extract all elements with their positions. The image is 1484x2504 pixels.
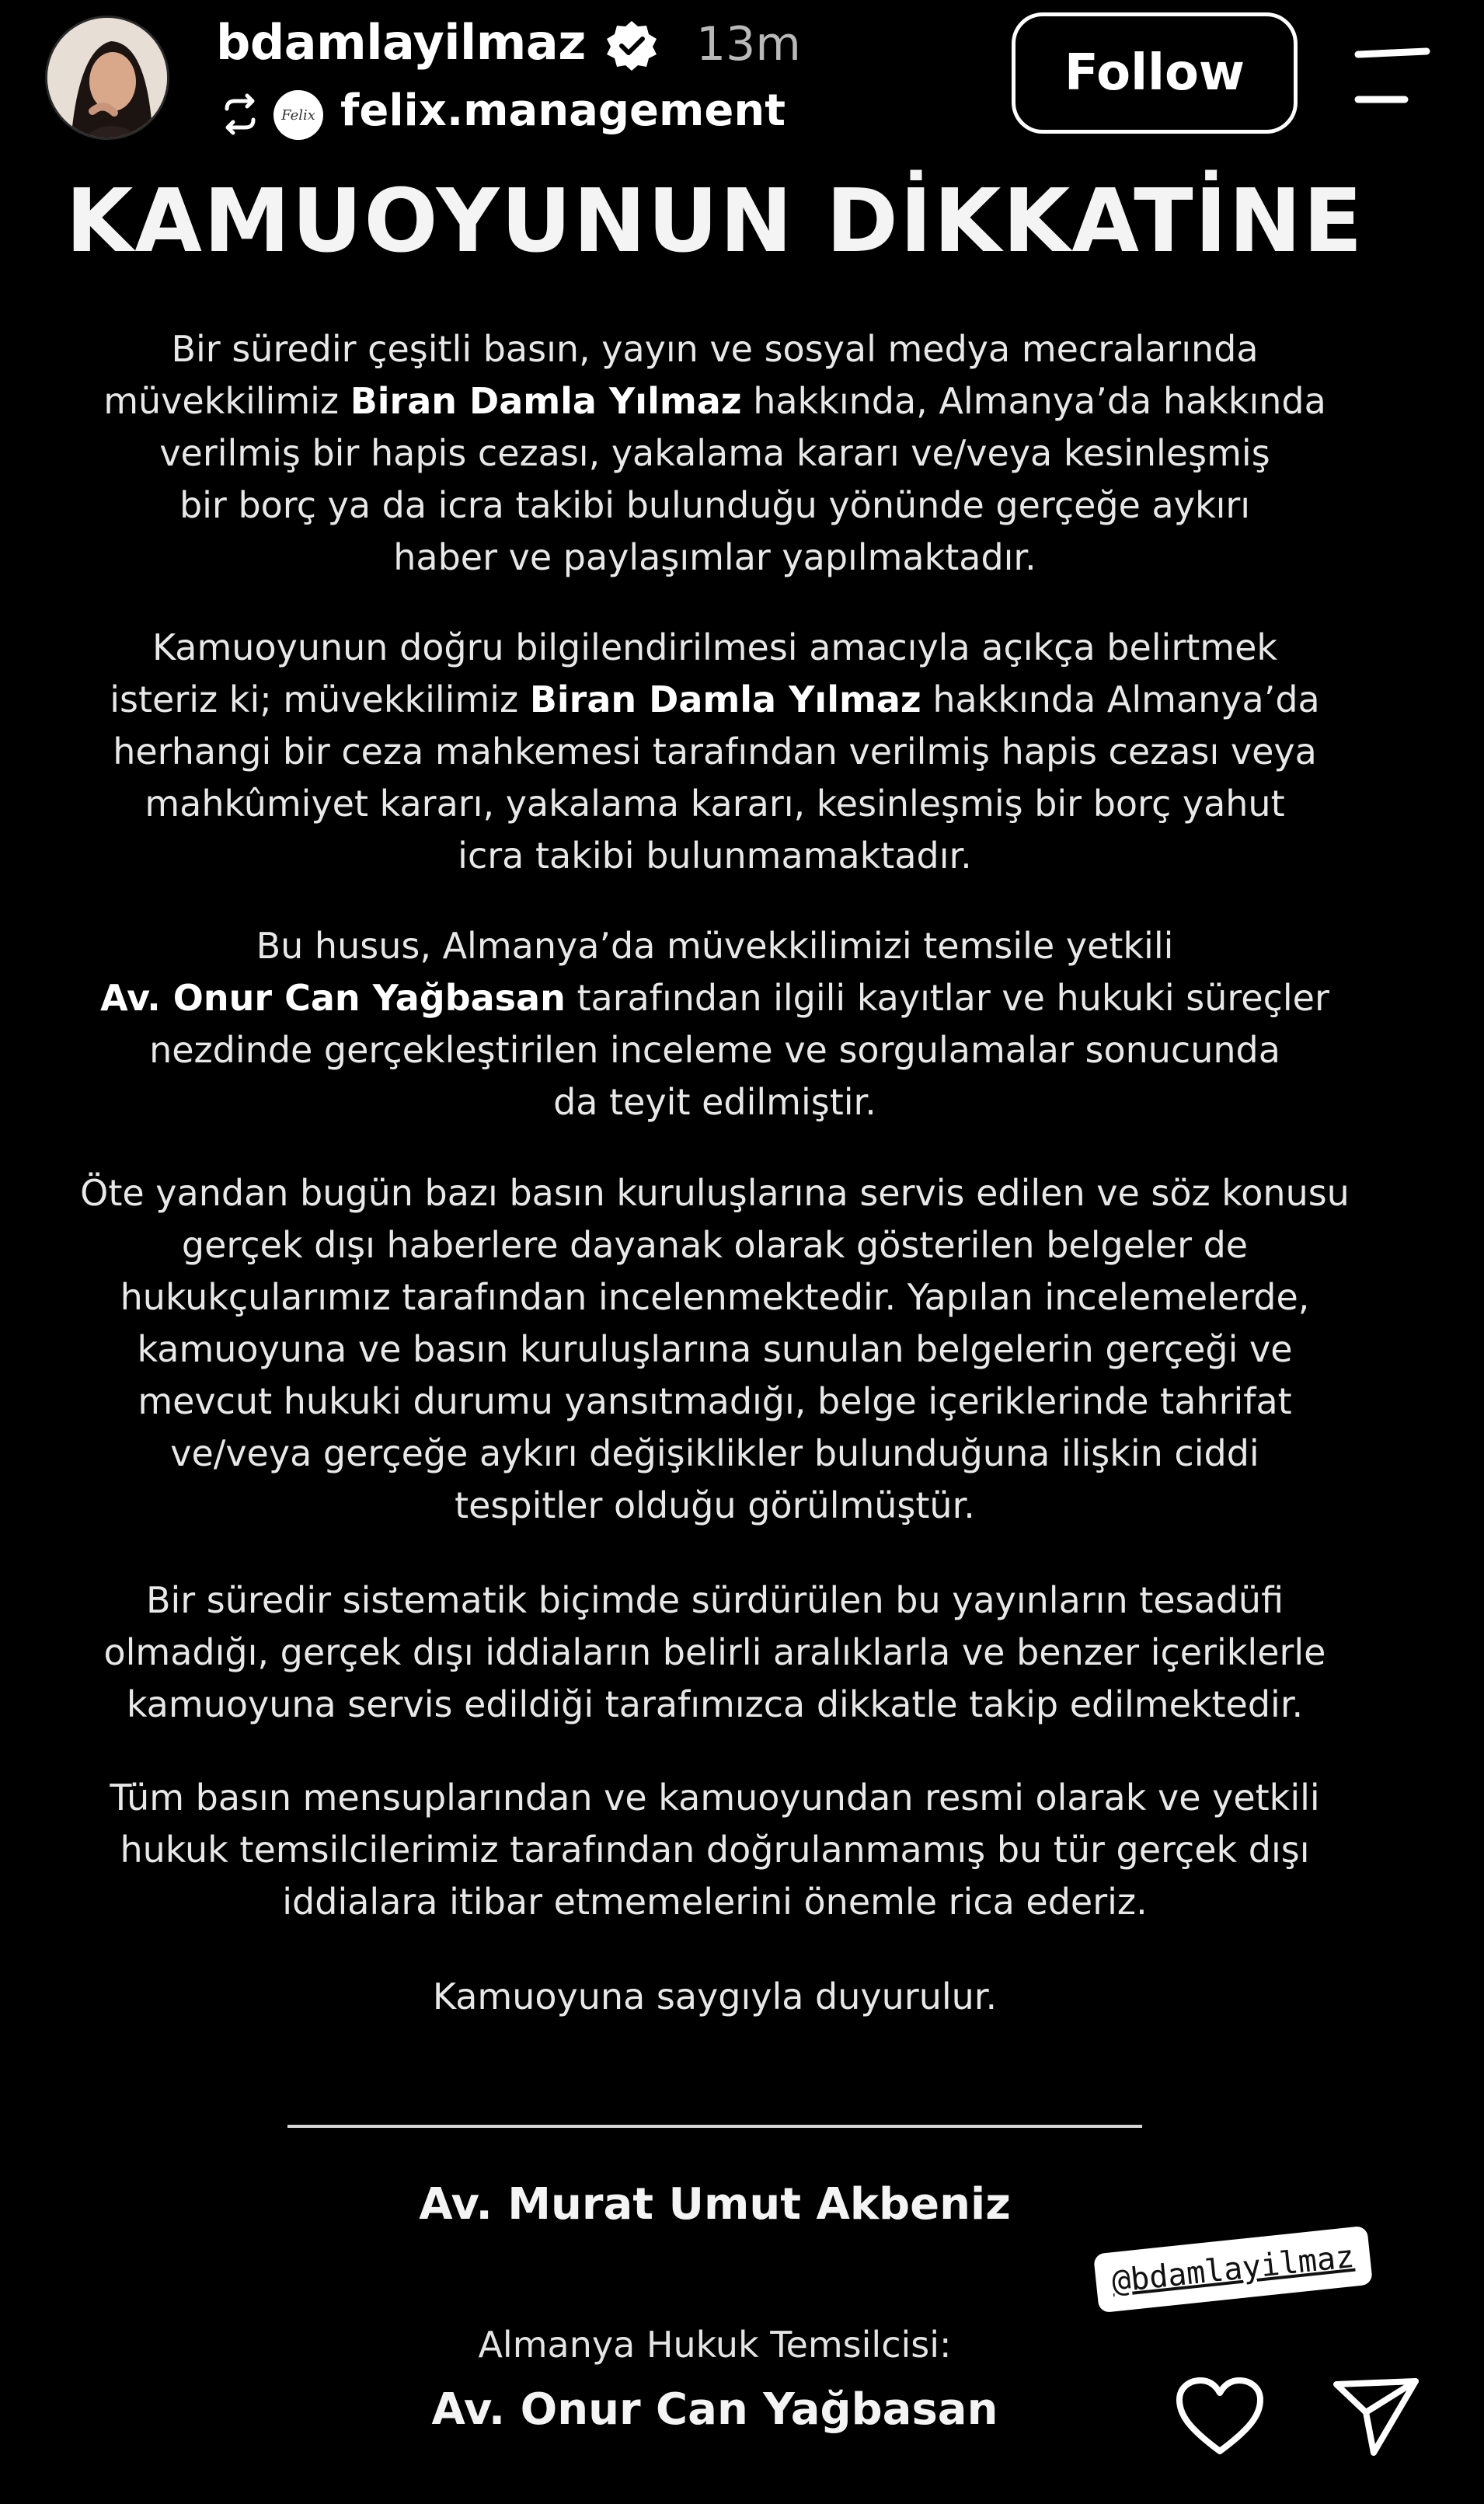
text-line: mevcut hukuki durumu yansıtmadığı, belge içeriklerinde tahrifat: [138, 1380, 1292, 1422]
text-line: da teyit edilmiştir.: [553, 1081, 876, 1123]
follow-button[interactable]: Follow: [1012, 12, 1298, 134]
text-line: haber ve paylaşımlar yapılmaktadır.: [393, 536, 1036, 578]
signature-role: Almanya Hukuk Temsilcisi:: [478, 2324, 952, 2366]
reposted-from-account[interactable]: felix.management: [340, 85, 786, 136]
text-line: mahkûmiyet kararı, yakalama kararı, kesinleşmiş bir borç yahut: [145, 783, 1285, 825]
menu-icon[interactable]: [1350, 40, 1434, 112]
statement-paragraph-4: [47, 1167, 1383, 1532]
client-name: Biran Damla Yılmaz: [350, 380, 742, 422]
verified-badge-icon: [604, 19, 659, 73]
text-line: herhangi bir ceza mahkemesi tarafından verilmiş hapis cezası veya: [113, 731, 1317, 772]
signature-name: Av. Murat Umut Akbeniz: [419, 2179, 1011, 2230]
mention-sticker[interactable]: @bdamlayilmaz: [1093, 2226, 1373, 2314]
text-line: Kamuoyuna saygıyla duyurulur.: [432, 1976, 998, 2017]
text-line: ve/veya gerçeğe aykırı değişiklikler bulunduğuna ilişkin ciddi: [170, 1432, 1259, 1474]
statement-paragraph-6: [47, 1772, 1383, 1928]
text-line: iddialara itibar etmemelerini önemle rica ederiz.: [282, 1881, 1148, 1923]
statement-title: KAMUOYUNUN DİKKATİNE: [65, 171, 1364, 272]
felix-logo[interactable]: [273, 90, 323, 140]
text-line: Tüm basın mensuplarından ve kamuoyundan resmi olarak ve yetkili: [110, 1777, 1320, 1819]
text-line: Kamuoyunun doğru bilgilendirilmesi amacıyla açıkça belirtmek: [152, 626, 1278, 668]
text-line: Öte yandan bugün bazı basın kuruluşlarına servis edilen ve söz konusu: [80, 1172, 1350, 1214]
statement-paragraph-5: [47, 1575, 1383, 1731]
felix-logo-text: Felix: [281, 106, 315, 124]
text-line: hukukçularımız tarafından incelenmektedir. Yapılan incelemelerde,: [120, 1276, 1310, 1318]
text-line: hakkında, Almanya’da hakkında: [741, 380, 1326, 422]
text-line: tarafından ilgili kayıtlar ve hukuki süreçler: [565, 977, 1329, 1019]
text-line: Bir süredir çeşitli basın, yayın ve sosyal medya mecralarında: [171, 328, 1259, 370]
client-name: Biran Damla Yılmaz: [529, 678, 921, 720]
send-icon[interactable]: [1330, 2373, 1422, 2459]
text-line: isteriz ki; müvekkilimiz: [110, 678, 530, 720]
text-line: icra takibi bulunmamaktadır.: [458, 835, 972, 877]
text-line: nezdinde gerçekleştirilen inceleme ve sorgulamalar sonucunda: [149, 1029, 1280, 1071]
signature-divider: [287, 2125, 1142, 2128]
text-line: müvekkilimiz: [103, 380, 350, 422]
statement-paragraph-1: [47, 323, 1383, 584]
repost-icon: [218, 92, 263, 137]
text-line: kamuoyuna ve basın kuruluşlarına sunulan belgelerin gerçeği ve: [137, 1328, 1293, 1370]
story-header: [0, 0, 1484, 163]
text-line: kamuoyuna servis edildiği tarafımızca dikkatle takip edilmektedir.: [126, 1683, 1304, 1725]
text-line: gerçek dışı haberlere dayanak olarak gösterilen belgeler de: [181, 1224, 1249, 1266]
text-line: hukuk temsilcilerimiz tarafından doğrulanmamış bu tür gerçek dışı: [120, 1829, 1310, 1871]
heart-icon[interactable]: [1175, 2377, 1265, 2457]
statement-closing: [47, 1971, 1383, 2023]
username[interactable]: bdamlayilmaz: [216, 14, 586, 71]
statement-paragraph-3: [47, 920, 1383, 1128]
text-line: bir borç ya da icra takibi bulunduğu yönünde gerçeğe aykırı: [179, 484, 1251, 526]
text-line: hakkında Almanya’da: [921, 678, 1320, 720]
text-line: olmadığı, gerçek dışı iddiaların belirli aralıklarla ve benzer içeriklerle: [103, 1631, 1326, 1673]
statement-paragraph-2: [47, 622, 1383, 882]
text-line: tespitler olduğu görülmüştür.: [455, 1484, 975, 1526]
text-line: Bir süredir sistematik biçimde sürdürülen bu yayınların tesadüfi: [145, 1579, 1284, 1621]
lawyer-name: Av. Onur Can Yağbasan: [100, 977, 566, 1019]
post-time: 13m: [696, 17, 801, 71]
signature-name-2: Av. Onur Can Yağbasan: [431, 2384, 998, 2435]
text-line: Bu husus, Almanya’da müvekkilimizi temsile yetkili: [256, 925, 1174, 967]
profile-avatar[interactable]: [45, 16, 169, 140]
text-line: verilmiş bir hapis cezası, yakalama kararı ve/veya kesinleşmiş: [159, 432, 1270, 474]
